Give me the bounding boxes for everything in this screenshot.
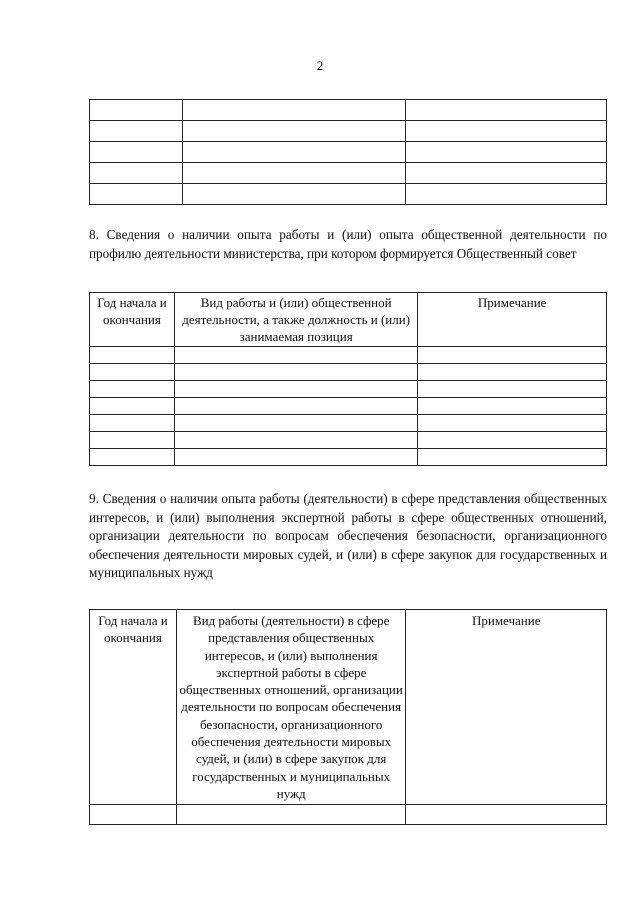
table-cell[interactable] bbox=[90, 432, 175, 449]
table-row bbox=[90, 398, 607, 415]
table-cell[interactable] bbox=[90, 163, 183, 184]
table-cell[interactable] bbox=[90, 381, 175, 398]
table-row bbox=[90, 432, 607, 449]
table-cell[interactable] bbox=[90, 347, 175, 364]
continuation-table bbox=[89, 99, 607, 205]
table-cell[interactable] bbox=[406, 163, 607, 184]
table-cell[interactable] bbox=[418, 364, 607, 381]
table-cell[interactable] bbox=[406, 142, 607, 163]
table-row bbox=[90, 364, 607, 381]
table-cell[interactable] bbox=[174, 449, 417, 466]
table-cell[interactable] bbox=[182, 100, 406, 121]
table-cell[interactable] bbox=[90, 142, 183, 163]
table-cell[interactable] bbox=[182, 121, 406, 142]
table-cell[interactable] bbox=[418, 432, 607, 449]
table-cell[interactable] bbox=[174, 364, 417, 381]
table-cell[interactable] bbox=[90, 121, 183, 142]
table-cell[interactable] bbox=[406, 100, 607, 121]
table-cell[interactable] bbox=[90, 415, 175, 432]
table-cell[interactable] bbox=[90, 184, 183, 205]
table-cell[interactable] bbox=[182, 142, 406, 163]
table-cell[interactable] bbox=[174, 398, 417, 415]
table-row bbox=[90, 347, 607, 364]
table-row bbox=[90, 121, 607, 142]
table-header-row bbox=[90, 293, 607, 347]
experience-table bbox=[89, 292, 607, 466]
column-header-note: Примечание bbox=[406, 610, 607, 805]
column-header-work-type: Вид работы и (или) общественной деятельности, а также должность и (или) занимаемая позиция bbox=[174, 293, 417, 347]
table-row bbox=[90, 142, 607, 163]
table-cell[interactable] bbox=[176, 805, 406, 825]
table-row bbox=[90, 184, 607, 205]
table-row bbox=[90, 100, 607, 121]
table-cell[interactable] bbox=[174, 381, 417, 398]
table-cell[interactable] bbox=[90, 364, 175, 381]
section-8-heading: 8. Сведения о наличии опыта работы и (или) опыта общественной деятельности по профилю деятельности министерства, при котором формируется Общественный совет bbox=[89, 227, 607, 261]
table-cell[interactable] bbox=[418, 347, 607, 364]
table-cell[interactable] bbox=[406, 184, 607, 205]
table-cell[interactable] bbox=[418, 449, 607, 466]
table-cell[interactable] bbox=[418, 398, 607, 415]
column-header-years: Год начала и окончания bbox=[90, 610, 177, 805]
table-cell[interactable] bbox=[174, 347, 417, 364]
table-cell[interactable] bbox=[406, 805, 607, 825]
page-number: 2 bbox=[316, 58, 324, 73]
table-row bbox=[90, 163, 607, 184]
table-cell[interactable] bbox=[182, 163, 406, 184]
table-cell[interactable] bbox=[90, 805, 177, 825]
table-row bbox=[90, 449, 607, 466]
table-cell[interactable] bbox=[90, 100, 183, 121]
column-header-years: Год начала и окончания bbox=[90, 293, 175, 347]
table-header-row bbox=[90, 610, 607, 805]
table-cell[interactable] bbox=[174, 432, 417, 449]
table-cell[interactable] bbox=[406, 121, 607, 142]
table-row bbox=[90, 381, 607, 398]
table-row bbox=[90, 415, 607, 432]
section-9-heading: 9. Сведения о наличии опыта работы (деятельности) в сфере представления общественных интересов, и (или) выполнения экспертной работы в сфере общественных отношений, организации деятельности по вопросам обеспечения безопасности, организационного обеспечения деятельности мировых судей, и (или) в сфере закупок для государственных и муниципальных нужд bbox=[89, 491, 607, 580]
table-row bbox=[90, 805, 607, 825]
table-cell[interactable] bbox=[90, 449, 175, 466]
table-cell[interactable] bbox=[182, 184, 406, 205]
table-cell[interactable] bbox=[90, 398, 175, 415]
table-cell[interactable] bbox=[418, 381, 607, 398]
column-header-work-type: Вид работы (деятельности) в сфере представления общественных интересов, и (или) выполнения экспертной работы в сфере общественных отношений, организации деятельности по вопросам обеспечения безопасности, организационного обеспечения деятельности мировых судей, и (или) в сфере закупок для государственных и муниципальных нужд bbox=[176, 610, 406, 805]
column-header-note: Примечание bbox=[418, 293, 607, 347]
table-cell[interactable] bbox=[174, 415, 417, 432]
public-interest-table bbox=[89, 609, 607, 825]
table-cell[interactable] bbox=[418, 415, 607, 432]
